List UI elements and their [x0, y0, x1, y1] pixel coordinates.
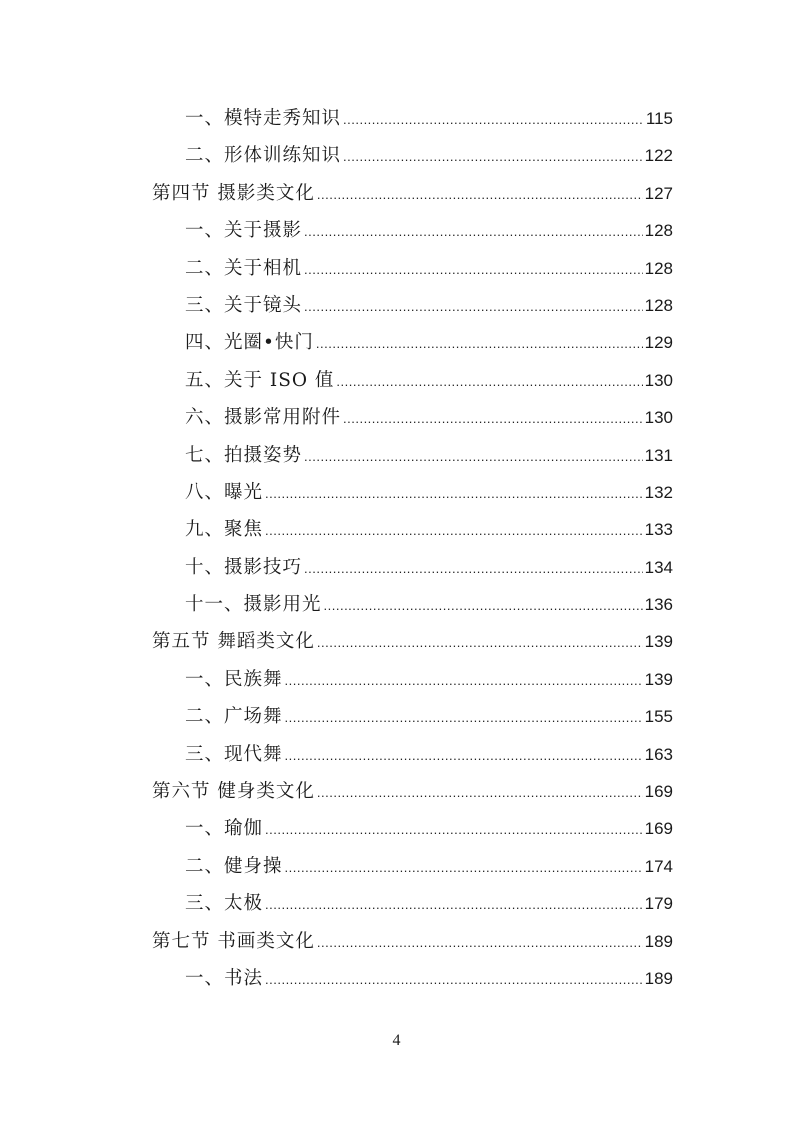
- toc-entry-page-number: 139: [644, 632, 673, 652]
- toc-subsection-entry[interactable]: [152, 511, 673, 548]
- toc-dot-leader: [336, 363, 642, 400]
- toc-entry-page-number: 131: [644, 445, 673, 465]
- toc-section-entry[interactable]: [152, 623, 673, 660]
- toc-dot-leader: [265, 811, 643, 848]
- toc-dot-leader: [285, 699, 643, 736]
- toc-entry-page-number: 115: [645, 109, 673, 128]
- toc-entry-page-number: 179: [644, 894, 673, 914]
- toc-entry-page-number: 136: [644, 595, 673, 615]
- toc-entry-page-number: 132: [644, 482, 673, 502]
- toc-entry-title: 二、广场舞: [185, 706, 283, 728]
- toc-entry-title: 五、关于 ISO 值: [185, 369, 335, 391]
- toc-dot-leader: [265, 512, 643, 549]
- toc-entry-title: 九、聚焦: [185, 519, 264, 541]
- toc-entry-title: 一、关于摄影: [185, 220, 303, 242]
- toc-subsection-entry[interactable]: [152, 661, 673, 698]
- toc-subsection-entry[interactable]: [152, 736, 673, 773]
- toc-subsection-entry[interactable]: [152, 324, 673, 361]
- toc-subsection-entry[interactable]: [152, 437, 673, 474]
- toc-subsection-entry[interactable]: [152, 362, 673, 399]
- toc-subsection-entry[interactable]: [152, 586, 673, 623]
- toc-entry-title: 一、民族舞: [185, 668, 283, 690]
- toc-dot-leader: [265, 475, 643, 512]
- toc-dot-leader: [317, 176, 643, 213]
- toc-entry-title: 第五节 舞蹈类文化: [152, 631, 315, 653]
- toc-entry-page-number: 163: [644, 744, 673, 764]
- toc-entry-title: 第四节 摄影类文化: [152, 182, 315, 204]
- toc-subsection-entry[interactable]: [152, 250, 673, 287]
- toc-entry-title: 三、关于镜头: [185, 294, 303, 316]
- toc-dot-leader: [343, 138, 643, 175]
- toc-dot-leader: [317, 774, 643, 811]
- toc-entry-title: 七、拍摄姿势: [185, 444, 303, 466]
- toc-dot-leader: [317, 924, 643, 961]
- toc-subsection-entry[interactable]: [152, 698, 673, 735]
- toc-entry-title: 二、形体训练知识: [185, 145, 342, 167]
- toc-dot-leader: [304, 438, 643, 475]
- toc-entry-title: 一、书法: [185, 967, 264, 989]
- toc-entry-page-number: 128: [644, 258, 673, 278]
- toc-entry-title: 八、曝光: [185, 481, 264, 503]
- toc-entry-title: 第六节 健身类文化: [152, 781, 315, 803]
- toc-entry-page-number: 133: [644, 520, 673, 540]
- toc-entry-page-number: 128: [644, 295, 673, 315]
- toc-subsection-entry[interactable]: [152, 474, 673, 511]
- toc-dot-leader: [304, 550, 643, 587]
- toc-dot-leader: [304, 213, 643, 250]
- toc-entry-page-number: 122: [644, 146, 673, 166]
- toc-subsection-entry[interactable]: [152, 212, 673, 249]
- toc-entry-title: 第七节 书画类文化: [152, 930, 315, 952]
- toc-dot-leader: [343, 101, 644, 138]
- toc-entry-title: 十一、摄影用光: [185, 594, 322, 616]
- toc-subsection-entry[interactable]: [152, 137, 673, 174]
- toc-entry-page-number: 189: [644, 931, 673, 951]
- toc-entry-title: 四、光圈•快门: [185, 332, 314, 354]
- toc-entry-title: 三、太极: [185, 893, 264, 915]
- toc-section-entry[interactable]: [152, 773, 673, 810]
- toc-entry-page-number: 155: [644, 707, 673, 727]
- toc-entry-page-number: 134: [644, 557, 673, 577]
- toc-entry-page-number: 189: [644, 968, 673, 988]
- toc-entry-page-number: 174: [644, 856, 673, 876]
- toc-entry-title: 二、健身操: [185, 855, 283, 877]
- toc-dot-leader: [285, 662, 643, 699]
- toc-dot-leader: [317, 624, 643, 661]
- toc-entry-title: 十、摄影技巧: [185, 556, 303, 578]
- toc-entry-title: 三、现代舞: [185, 743, 283, 765]
- toc-section-entry[interactable]: [152, 923, 673, 960]
- toc-entry-page-number: 169: [644, 782, 673, 802]
- toc-entry-page-number: 130: [644, 408, 673, 428]
- toc-entry-title: 二、关于相机: [185, 257, 303, 279]
- toc-subsection-entry[interactable]: [152, 287, 673, 324]
- toc-entry-page-number: 169: [644, 819, 673, 839]
- toc-dot-leader: [265, 886, 643, 923]
- toc-subsection-entry[interactable]: [152, 885, 673, 922]
- toc-section-entry[interactable]: [152, 175, 673, 212]
- toc-dot-leader: [324, 587, 643, 624]
- toc-entry-page-number: 127: [644, 183, 673, 203]
- toc-dot-leader: [285, 849, 643, 886]
- toc-entry-title: 一、模特走秀知识: [185, 108, 342, 129]
- toc-entry-title: 一、瑜伽: [185, 818, 264, 840]
- toc-dot-leader: [343, 400, 643, 437]
- toc-dot-leader: [316, 325, 643, 362]
- toc-subsection-entry[interactable]: [152, 100, 673, 137]
- toc-entry-page-number: 139: [644, 669, 673, 689]
- toc-entry-page-number: 129: [644, 333, 673, 353]
- toc-dot-leader: [304, 251, 643, 288]
- toc-entry-page-number: 128: [644, 221, 673, 241]
- toc-dot-leader: [304, 288, 643, 325]
- toc-entry-page-number: 130: [644, 370, 673, 390]
- toc-subsection-entry[interactable]: [152, 960, 673, 997]
- toc-subsection-entry[interactable]: [152, 549, 673, 586]
- toc-entry-title: 六、摄影常用附件: [185, 407, 342, 429]
- table-of-contents: [152, 100, 673, 997]
- toc-subsection-entry[interactable]: [152, 399, 673, 436]
- toc-subsection-entry[interactable]: [152, 810, 673, 847]
- toc-dot-leader: [285, 737, 643, 774]
- page-number: 4: [392, 1032, 401, 1049]
- toc-subsection-entry[interactable]: [152, 848, 673, 885]
- toc-dot-leader: [265, 961, 643, 998]
